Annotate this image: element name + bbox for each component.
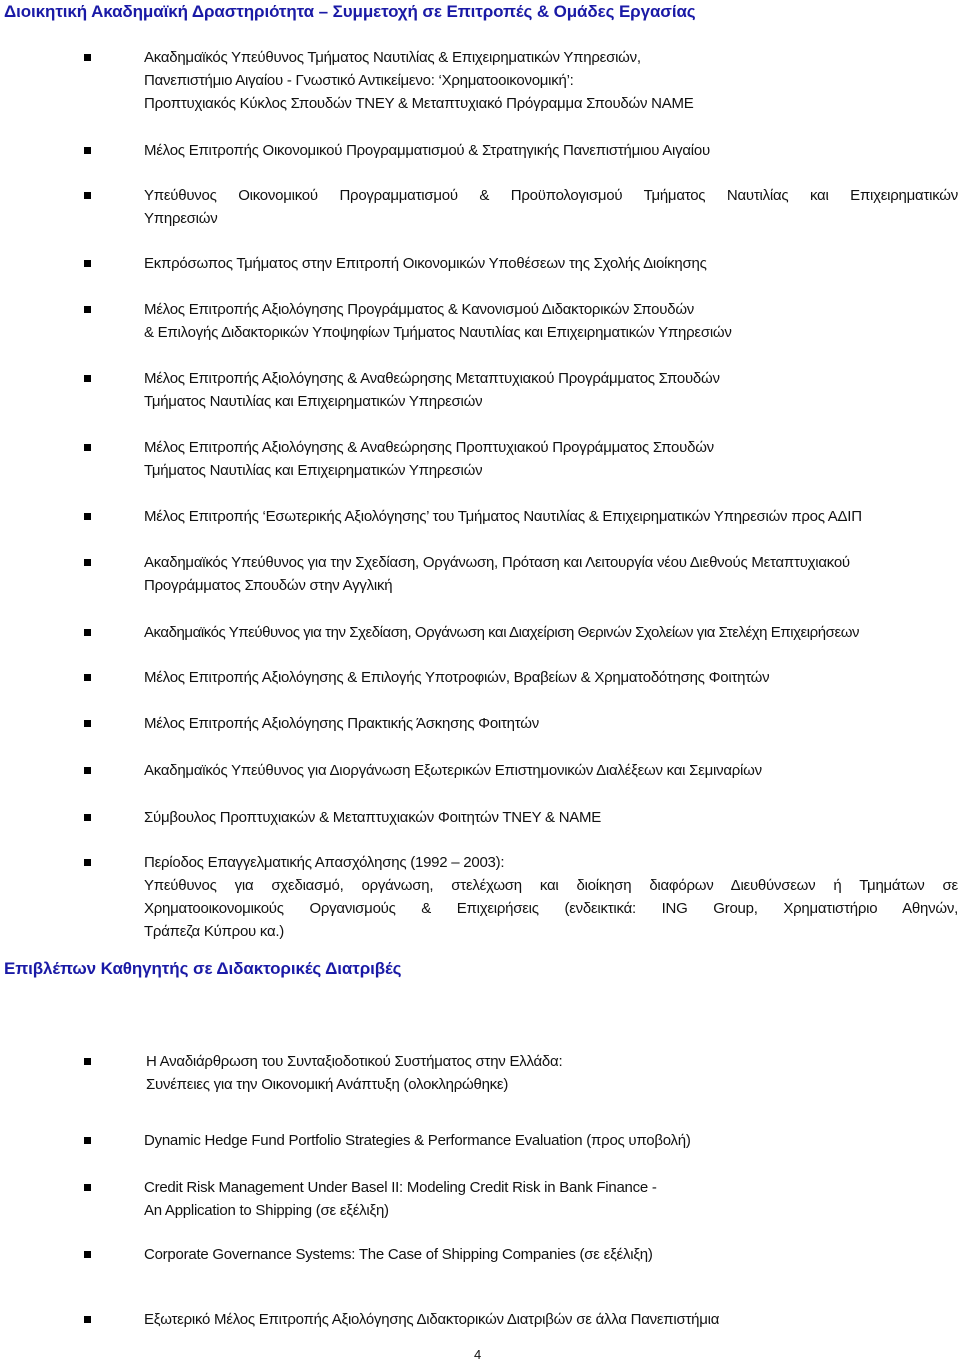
list-item-text xyxy=(144,551,850,597)
list-item-text xyxy=(144,1308,719,1331)
text-line: Προγράμματος Σπουδών στην Αγγλική xyxy=(144,577,393,594)
text-line: Ακαδημαϊκός Υπεύθυνος Τμήματος Ναυτιλίας & Επιχειρηματικών Υπηρεσιών, xyxy=(144,49,641,66)
text-line: Σύμβουλος Προπτυχιακών & Μεταπτυχιακών Φοιτητών ΤΝΕΥ & ΝΑΜΕ xyxy=(144,809,602,826)
list-item-text xyxy=(144,874,958,897)
list-item-text xyxy=(146,1050,562,1096)
text-line: An Application to Shipping (σε εξέλιξη) xyxy=(144,1202,389,1219)
text-line: Corporate Governance Systems: The Case of Shipping Companies (σε εξέλιξη) xyxy=(144,1246,653,1263)
square-bullet-icon xyxy=(84,814,91,821)
text-line: & Επιλογής Διδακτορικών Υποψηφίων Τμήματος Ναυτιλίας και Επιχειρηματικών Υπηρεσιών xyxy=(144,324,732,341)
text-line: Περίοδος Επαγγελματικής Απασχόλησης (1992 – 2003): xyxy=(144,854,505,871)
list-item-text xyxy=(144,1176,657,1222)
square-bullet-icon xyxy=(84,674,91,681)
list-item-text xyxy=(144,139,710,162)
text-line: Η Αναδιάρθρωση του Συνταξιοδοτικού Συστήματος στην Ελλάδα: xyxy=(146,1053,563,1070)
list-item-text xyxy=(144,806,601,829)
text-line: Ακαδημαϊκός Υπεύθυνος για την Σχεδίαση, Οργάνωση και Διαχείριση Θερινών Σχολείων για Στελέχη Επιχειρήσεων xyxy=(144,624,860,641)
list-item-text xyxy=(144,851,504,874)
text-line: Προπτυχιακός Κύκλος Σπουδών ΤΝΕΥ & Μεταπτυχιακό Πρόγραμμα Σπουδών ΝΑΜΕ xyxy=(144,95,694,112)
list-item-text xyxy=(144,1243,653,1266)
list-item-text xyxy=(144,252,707,275)
square-bullet-icon xyxy=(84,720,91,727)
square-bullet-icon xyxy=(84,1184,91,1191)
text-line: Τμήματος Ναυτιλίας και Επιχειρηματικών Υπηρεσιών xyxy=(144,393,483,410)
text-line: Μέλος Επιτροπής Αξιολόγησης Προγράμματος & Κανονισμού Διδακτορικών Σπουδών xyxy=(144,301,695,318)
square-bullet-icon xyxy=(84,1058,91,1065)
text-line: Μέλος Επιτροπής Αξιολόγησης & Αναθεώρησης Προπτυχιακού Προγράμματος Σπουδών xyxy=(144,439,714,456)
square-bullet-icon xyxy=(84,306,91,313)
text-line: Μέλος Επιτροπής Αξιολόγησης Πρακτικής Άσκησης Φοιτητών xyxy=(144,715,539,732)
list-item-text xyxy=(144,759,762,782)
text-line: Τμήματος Ναυτιλίας και Επιχειρηματικών Υπηρεσιών xyxy=(144,462,483,479)
text-line: Συνέπειες για την Οικονομική Ανάπτυξη (ολοκληρώθηκε) xyxy=(146,1076,509,1093)
text-line: Μέλος Επιτροπής Αξιολόγησης & Επιλογής Υποτροφιών, Βραβείων & Χρηματοδότησης Φοιτητών xyxy=(144,669,770,686)
text-line: Υπεύθυνος Οικονομικού Προγραμματισμού & Προϋπολογισμού Τμήματος Ναυτιλίας και Επιχειρηματικών xyxy=(144,187,958,204)
square-bullet-icon xyxy=(84,859,91,866)
square-bullet-icon xyxy=(84,375,91,382)
text-line: Μέλος Επιτροπής Αξιολόγησης & Αναθεώρησης Μεταπτυχιακού Προγράμματος Σπουδών xyxy=(144,370,720,387)
list-item-text xyxy=(144,505,862,528)
text-line: Credit Risk Management Under Basel II: Modeling Credit Risk in Bank Finance - xyxy=(144,1179,657,1196)
text-line: Χρηματοοικονομικούς Οργανισμούς & Επιχειρήσεις (ενδεικτικά: ING Group, Χρηματιστήριο Αθηνών, xyxy=(144,900,958,917)
square-bullet-icon xyxy=(84,260,91,267)
text-line: Ακαδημαϊκός Υπεύθυνος για την Σχεδίαση, Οργάνωση, Πρόταση και Λειτουργία νέου Διεθνούς Μεταπτυχιακού xyxy=(144,554,850,571)
text-line: Υπεύθυνος για σχεδιασμό, οργάνωση, στελέχωση και διοίκηση διαφόρων Διευθύνσεων ή Τμημάτων σε xyxy=(144,877,958,894)
square-bullet-icon xyxy=(84,1251,91,1258)
square-bullet-icon xyxy=(84,559,91,566)
text-line: Dynamic Hedge Fund Portfolio Strategies & Performance Evaluation (προς υποβολή) xyxy=(144,1132,691,1149)
text-line: Πανεπιστήμιο Αιγαίου - Γνωστικό Αντικείμενο: ‘Χρηματοοικονομική’: xyxy=(144,72,574,89)
text-line: Υπηρεσιών xyxy=(144,210,218,227)
section-title-phd-supervision: Επιβλέπων Καθηγητής σε Διδακτορικές Διατριβές xyxy=(4,959,402,978)
list-item-text xyxy=(144,298,732,344)
list-item-text xyxy=(144,666,769,689)
square-bullet-icon xyxy=(84,513,91,520)
square-bullet-icon xyxy=(84,1316,91,1323)
list-item-text xyxy=(144,1129,691,1152)
list-item-text xyxy=(144,621,859,644)
list-item-text xyxy=(144,897,958,920)
list-item-text xyxy=(144,184,958,207)
list-item-text xyxy=(144,207,217,230)
square-bullet-icon xyxy=(84,629,91,636)
text-line: Ακαδημαϊκός Υπεύθυνος για Διοργάνωση Εξωτερικών Επιστημονικών Διαλέξεων και Σεμιναρίων xyxy=(144,762,762,779)
text-line: Μέλος Επιτροπής ‘Εσωτερικής Αξιολόγησης’ του Τμήματος Ναυτιλίας & Επιχειρηματικών Υπηρεσιών προς ΑΔΙΠ xyxy=(144,508,862,525)
text-line: Μέλος Επιτροπής Οικονομικού Προγραμματισμού & Στρατηγικής Πανεπιστήμιου Αιγαίου xyxy=(144,142,710,159)
list-item-text xyxy=(144,712,539,735)
square-bullet-icon xyxy=(84,1137,91,1144)
square-bullet-icon xyxy=(84,767,91,774)
list-item-text xyxy=(144,436,714,482)
section-title-committees: Διοικητική Ακαδημαϊκή Δραστηριότητα – Συμμετοχή σε Επιτροπές & Ομάδες Εργασίας xyxy=(4,2,696,21)
text-line: Εξωτερικό Μέλος Επιτροπής Αξιολόγησης Διδακτορικών Διατριβών σε άλλα Πανεπιστήμια xyxy=(144,1311,720,1328)
list-item-text xyxy=(144,367,720,413)
list-item-text xyxy=(144,46,693,115)
square-bullet-icon xyxy=(84,444,91,451)
text-line: Εκπρόσωπος Τμήματος στην Επιτροπή Οικονομικών Υποθέσεων της Σχολής Διοίκησης xyxy=(144,255,707,272)
square-bullet-icon xyxy=(84,192,91,199)
square-bullet-icon xyxy=(84,54,91,61)
page-number: 4 xyxy=(474,1347,482,1362)
square-bullet-icon xyxy=(84,147,91,154)
text-line: Τράπεζα Κύπρου κα.) xyxy=(144,923,285,940)
list-item-text xyxy=(144,920,284,943)
